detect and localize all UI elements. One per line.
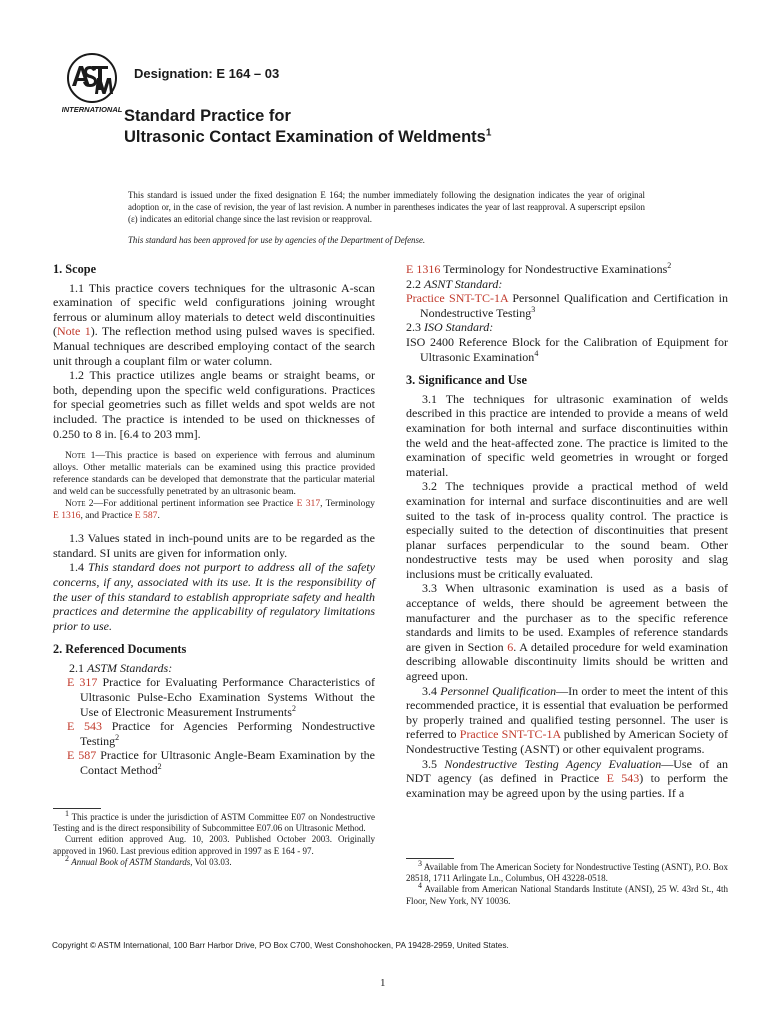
link-e543[interactable]: E 543 — [606, 771, 640, 786]
footnote-1-text: This practice is under the jurisdiction of ASTM Committee E07 on Nondestructive Testing and is the direct responsibility of Subcommittee E07.06 on Ultrasonic Method. — [53, 812, 375, 834]
footnote-4-text: Available from American National Standards Institute (ANSI), 25 W. 43rd St., 4th Floor, New York, NY 10036. — [406, 884, 728, 906]
ref-e543 — [53, 719, 375, 748]
footnote-3 — [406, 859, 728, 884]
footnote-2-vol: , Vol 03.03. — [190, 856, 232, 867]
ref-e317 — [53, 675, 375, 719]
para-3-3-text-b: . A detailed procedure for weld examination describing allowable discontinuity limits should be written and agreed upon. — [406, 639, 728, 684]
footnote-1-mark: 1 — [65, 809, 69, 818]
link-section-6[interactable]: 6 — [507, 639, 514, 654]
ref-e317-code[interactable]: E 317 — [67, 675, 98, 690]
para-3-4 — [406, 684, 728, 757]
para-3-3-text-a: 3.3 When ultrasonic examination is used as a basis of acceptance of welds, there should be agreement between the manufacturer and the purchaser as to the specific reference standards and limits to be used. Examples of reference standards are given in Section — [406, 581, 728, 654]
ref-iso2400 — [406, 335, 728, 364]
page-number: 1 — [380, 977, 386, 989]
footnote-4-mark: 4 — [418, 881, 422, 891]
ref-snt-text: Personnel Qualification and Certification in Nondestructive Testing — [420, 291, 728, 320]
para-1-1-text-a: 1.1 This practice covers techniques for the ultrasonic A-scan examination of specific weld configurations joining wrought ferrous or aluminum alloy materials to detect weld discontinuities ( — [53, 280, 375, 339]
note-1-text: 1—This practice is based on experience with ferrous and aluminum alloys. Other metallic materials can be examined using this practice provided reference standards can be developed that demonstrate that the particular material and weld can be successfully penetrated by an ultrasonic beam. — [53, 450, 375, 498]
footnote-4 — [406, 881, 728, 906]
note-2-label: Note — [65, 498, 86, 510]
ref-snt — [406, 291, 728, 320]
ref-e1316-fn: 2 — [667, 261, 672, 270]
note-2-text-c: , and Practice — [80, 510, 135, 522]
para-1-4-num: 1.4 — [69, 560, 88, 575]
link-snt-tc-1a[interactable]: Practice SNT-TC-1A — [459, 727, 561, 742]
note-2-text-d: . — [157, 510, 160, 522]
section-significance-heading: 3. Significance and Use — [406, 373, 527, 388]
para-3-5-text-b: ) to perform the examination may be agreed upon by the using parties. If a — [406, 771, 728, 800]
para-1-1-text-b: ). The reflection method using pulsed waves is specified. Manual techniques are described employing contact of the search unit through a couplant film or water column. — [53, 324, 375, 368]
para-3-5-num: 3.5 — [422, 756, 445, 771]
astm-label: ASTM Standards: — [87, 660, 173, 675]
note-2 — [53, 498, 375, 522]
iso-num: 2.3 — [406, 320, 424, 335]
ref-e317-fn: 2 — [291, 703, 296, 713]
ref-e1316-text: Terminology for Nondestructive Examinations — [440, 262, 668, 276]
note-1 — [53, 450, 375, 498]
astm-logo — [62, 52, 122, 114]
ref-iso-text: ISO 2400 Reference Block for the Calibration of Equipment for Ultrasonic Examination — [406, 334, 728, 364]
ref-iso-fn: 4 — [534, 348, 539, 358]
right-column — [406, 262, 728, 800]
para-1-3: 1.3 Values stated in inch-pound units are to be regarded as the standard. SI units are given for information only. — [53, 531, 375, 560]
section-refs-heading: 2. Referenced Documents — [53, 642, 187, 657]
asnt-standard-label — [406, 277, 728, 292]
ref-e543-text: Practice for Agencies Performing Nondestructive Testing — [80, 719, 375, 748]
para-3-3 — [406, 581, 728, 683]
note-1-label: Note — [65, 450, 86, 462]
note-2-text-a: 2—For additional pertinent information see Practice — [85, 498, 297, 510]
iso-standard-label — [406, 320, 728, 335]
footnote-rule-left — [53, 808, 101, 809]
ref-e587-text: Practice for Ultrasonic Angle-Beam Examination by the Contact Method — [80, 748, 375, 778]
title-line-2 — [124, 127, 491, 148]
link-e587[interactable]: E 587 — [134, 510, 158, 522]
para-3-5 — [406, 757, 728, 801]
footnotes-left — [53, 809, 375, 868]
note-2-text-b: , Terminology — [320, 498, 375, 510]
para-3-5-label: Nondestructive Testing Agency Evaluation — [444, 756, 662, 771]
link-e1316[interactable]: E 1316 — [53, 510, 81, 522]
footnote-2-mark: 2 — [65, 853, 69, 863]
ref-snt-fn: 3 — [531, 304, 536, 314]
footnote-2 — [53, 853, 375, 868]
ref-snt-code[interactable]: Practice SNT-TC-1A — [406, 291, 508, 306]
section-scope-heading: 1. Scope — [53, 262, 97, 276]
left-column — [53, 262, 375, 778]
copyright: Copyright © ASTM International, 100 Barr Harbor Drive, PO Box C700, West Conshohocken, PA 19428-2959, United States. — [52, 940, 509, 950]
ref-e543-code[interactable]: E 543 — [67, 719, 103, 734]
ref-e587-code[interactable]: E 587 — [67, 748, 97, 763]
ref-e543-fn: 2 — [115, 732, 120, 742]
footnote-3-text: Available from The American Society for Nondestructive Testing (ASNT), P.O. Box 28518, 1711 Arlingate Ln., Columbus, OH 43228-0518. — [406, 862, 728, 884]
para-3-2: 3.2 The techniques provide a practical method of weld examination for internal and surface discontinuities and are well suited to the task of in-process quality control. The practice is especially suited to the detection of discontinuities that present planar surfaces perpendicular to the sound beam. Other nondestructive tests may be used when porosity and slag inclusions must be critically evaluated. — [406, 479, 728, 581]
footnotes-right — [406, 859, 728, 907]
dod-approval: This standard has been approved for use by agencies of the Department of Defense. — [128, 235, 426, 245]
para-3-4-text-a: —In order to meet the intent of this recommended practice, it is essential that evaluation be performed by properly trained and qualified testing personnel. The user is referred to — [406, 683, 729, 742]
ref-e587 — [53, 748, 375, 777]
footnote-1b: Current edition approved Aug. 10, 2003. Published October 2003. Originally approved in 1960. Last previous edition approved in 1997 as E 164 - 97. — [53, 834, 375, 856]
para-3-4-num: 3.4 — [422, 683, 441, 698]
link-e317[interactable]: E 317 — [296, 498, 321, 510]
iso-label: ISO Standard: — [424, 320, 494, 335]
asnt-num: 2.2 — [406, 276, 424, 291]
logo-text: INTERNATIONAL — [62, 105, 122, 114]
ref-e317-text: Practice for Evaluating Performance Characteristics of Ultrasonic Pulse-Echo Examination Systems Without the Use of Electronic Measurement Instruments — [80, 675, 375, 719]
footnote-3-mark: 3 — [418, 859, 422, 868]
para-1-4 — [53, 560, 375, 633]
title-line-1: Standard Practice for — [124, 107, 291, 125]
asnt-label: ASNT Standard: — [424, 276, 503, 291]
para-1-2: 1.2 This practice utilizes angle beams or straight beams, or both, depending upon the specific weld configurations. Practices for special geometries such as fillet welds and spot welds are not included. The practice is intended to be used on thicknesses of 0.250 to 8 in. [6.4 to 203 mm]. — [53, 368, 375, 441]
para-1-1 — [53, 281, 375, 369]
ref-e587-fn: 2 — [157, 762, 162, 772]
link-note-1[interactable]: Note 1 — [57, 324, 91, 339]
ref-e1316-code[interactable]: E 1316 — [406, 262, 441, 276]
issuance-statement: This standard is issued under the fixed designation E 164; the number immediately following the designation indicates the year of original adoption or, in the case of revision, the year of last revision. A number in parentheses indicates the year of last reapproval. A superscript epsilon (ε) indicates an editorial change since the last revision or reapproval. — [128, 190, 645, 224]
astm-standards-label — [69, 661, 375, 676]
para-3-4-label: Personnel Qualification — [440, 683, 557, 698]
para-3-4-text-b: published by American Society of Nondestructive Testing (ASNT) or other equivalent programs. — [406, 727, 728, 756]
astm-num: 2.1 — [69, 660, 87, 675]
title-main: Ultrasonic Contact Examination of Weldments — [124, 128, 486, 146]
para-1-4-text: This standard does not purport to address all of the safety concerns, if any, associated with its use. It is the responsibility of the user of this standard to establish appropriate safety and health practices and determine the applicability of regulatory limitations prior to use. — [53, 560, 376, 633]
title-block — [124, 106, 491, 148]
ref-e1316 — [406, 262, 728, 277]
title-footnote-mark: 1 — [485, 127, 492, 139]
footnote-2-title: Annual Book of ASTM Standards — [71, 856, 191, 867]
designation: Designation: E 164 – 03 — [134, 66, 280, 81]
footnote-1 — [53, 809, 375, 834]
footnote-rule-right — [406, 858, 454, 859]
para-3-1: 3.1 The techniques for ultrasonic examination of welds described in this practice are intended to provide a means of weld examination for both internal and surface discontinuities within the weld and the heat-affected zone. The practice is limited to the examination of specific weld geometries in wrought or forged material. — [406, 391, 728, 479]
para-3-5-text-a: —Use of an NDT agency (as defined in Practice — [406, 756, 729, 786]
